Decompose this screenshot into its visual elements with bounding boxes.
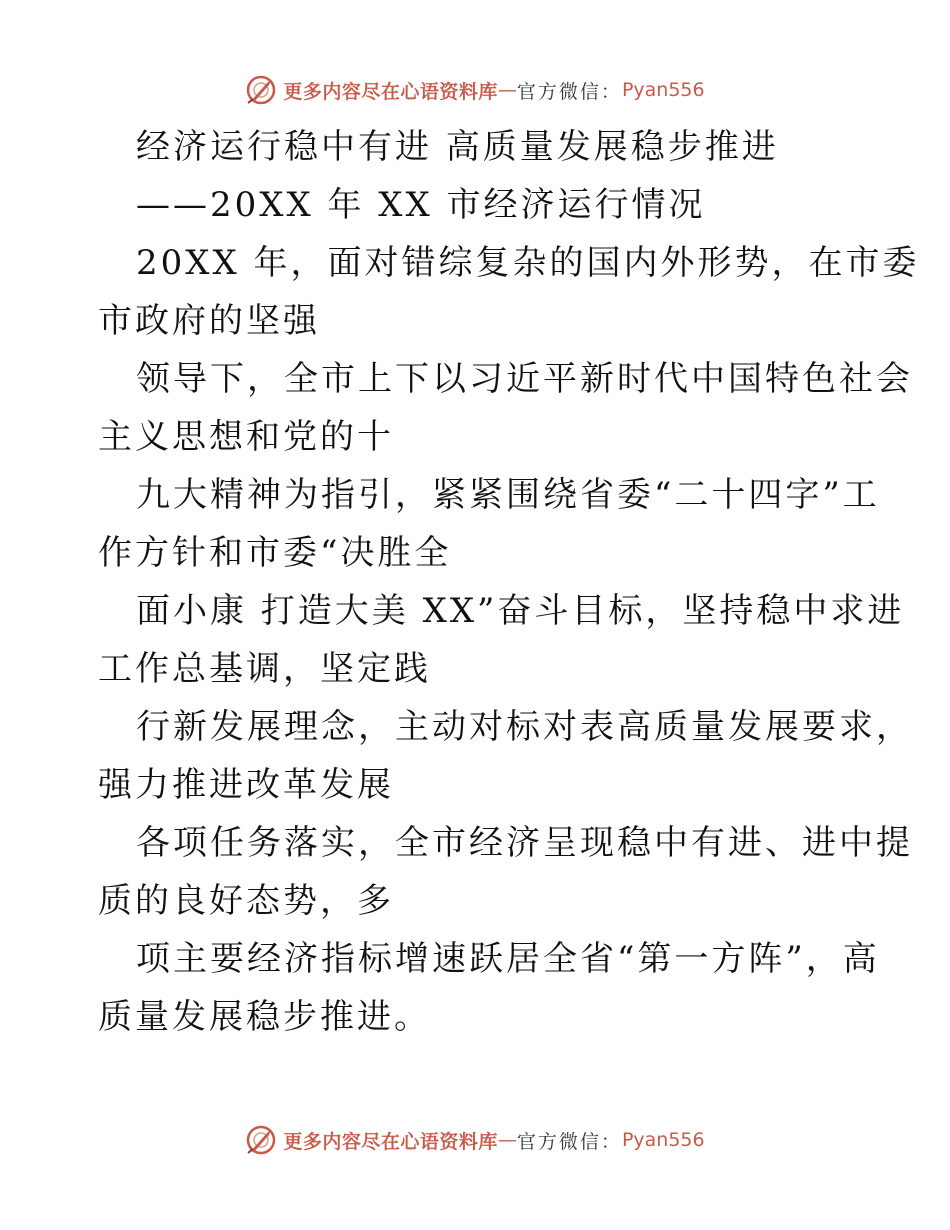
document-line: 面小康 打造大美 XX”奋斗目标，坚持稳中求进 <box>136 591 905 631</box>
document-line: 经济运行稳中有进 高质量发展稳步推进 <box>136 127 779 167</box>
watermark-wechat-id: Pyan556 <box>621 1129 705 1151</box>
document-line: 工作总基调，坚定践 <box>98 649 431 689</box>
document-line: 作方针和市委“决胜全 <box>98 533 452 573</box>
quill-pen-logo-icon <box>245 74 277 106</box>
footer-watermark <box>0 1120 950 1160</box>
watermark-brand: 更多内容尽在心语资料库 <box>283 80 498 103</box>
document-line: 质的良好态势，多 <box>98 881 394 921</box>
document-line: 项主要经济指标增速跃居全省“第一方阵”，高 <box>136 939 880 979</box>
watermark-text <box>283 77 704 104</box>
watermark-separator: — <box>497 1129 517 1151</box>
watermark-separator: — <box>497 79 517 101</box>
document-line: 市政府的坚强 <box>98 301 320 341</box>
document-line: ——20XX 年 XX 市经济运行情况 <box>136 185 706 225</box>
document-line: 20XX 年，面对错综复杂的国内外形势，在市委 <box>136 243 920 283</box>
watermark-brand: 更多内容尽在心语资料库 <box>283 1130 498 1153</box>
quill-pen-logo-icon <box>245 1124 277 1156</box>
document-line: 各项任务落实，全市经济呈现稳中有进、进中提 <box>136 823 913 863</box>
document-line: 领导下，全市上下以习近平新时代中国特色社会 <box>136 359 913 399</box>
header-watermark <box>0 70 950 110</box>
watermark-label: 官方微信： <box>516 80 622 103</box>
watermark-wechat-id: Pyan556 <box>621 79 705 101</box>
watermark-label: 官方微信： <box>516 1130 622 1153</box>
document-line: 行新发展理念，主动对标对表高质量发展要求， <box>136 707 913 747</box>
document-line: 主义思想和党的十 <box>98 417 394 457</box>
document-body <box>98 118 920 1046</box>
watermark-text <box>283 1127 704 1154</box>
document-line: 质量发展稳步推进。 <box>98 997 431 1037</box>
document-line: 强力推进改革发展 <box>98 765 394 805</box>
document-line: 九大精神为指引，紧紧围绕省委“二十四字”工 <box>136 475 880 515</box>
